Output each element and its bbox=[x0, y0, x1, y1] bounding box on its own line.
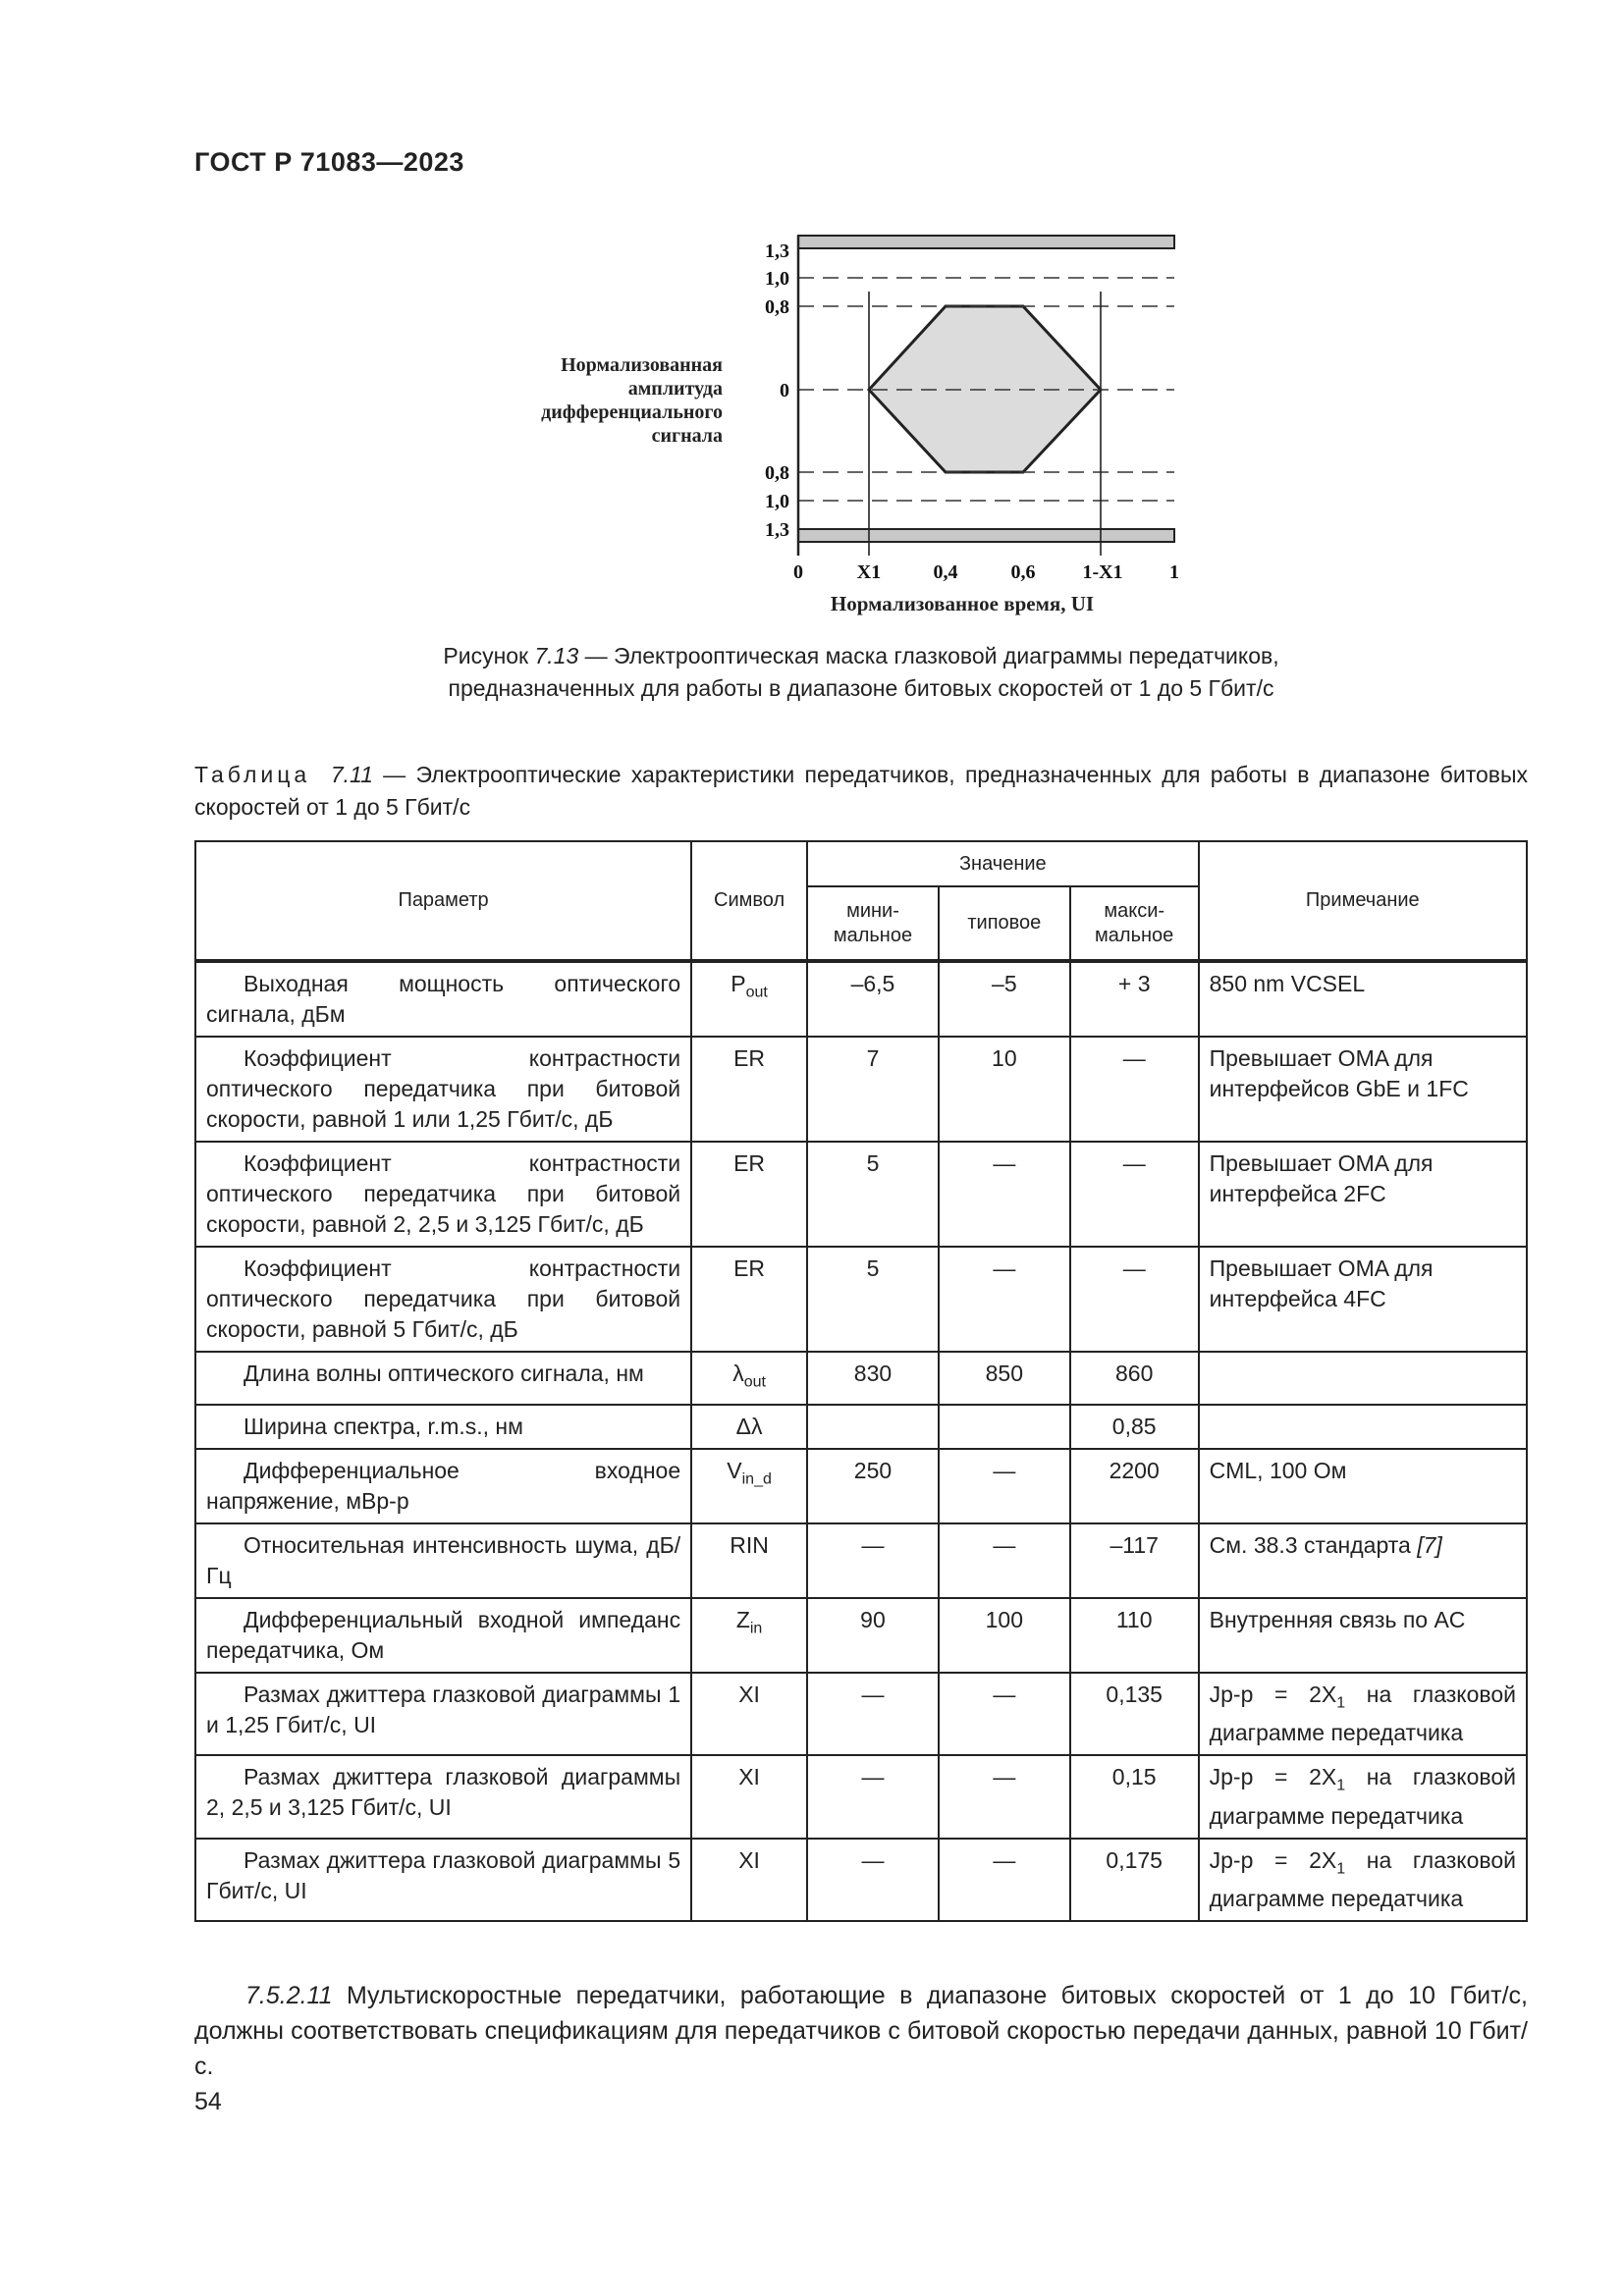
cell-max: –117 bbox=[1070, 1523, 1199, 1598]
header-max: макси-мальное bbox=[1070, 886, 1199, 961]
cell-min: 5 bbox=[807, 1142, 939, 1247]
y-tick-1-0-top: 1,0 bbox=[765, 268, 789, 290]
x-tick-1-minus-x1: 1-X1 bbox=[1082, 561, 1123, 583]
cell-note bbox=[1199, 1142, 1527, 1247]
cell-typ: — bbox=[939, 1755, 1070, 1839]
x-tick-0-4: 0,4 bbox=[933, 561, 958, 583]
cell-note bbox=[1199, 961, 1527, 1037]
symbol-subscript: in bbox=[749, 1620, 763, 1637]
cell-symbol bbox=[691, 1598, 807, 1673]
table-row bbox=[195, 1142, 1527, 1247]
cell-min bbox=[807, 1405, 939, 1449]
y-tick-zero: 0 bbox=[780, 380, 789, 401]
symbol-text: XI bbox=[738, 1764, 760, 1790]
cell-parameter: Дифференциальный входной импеданс передатчика, Ом bbox=[195, 1598, 691, 1673]
figure-caption-line1: — Электрооптическая маска глазковой диаграммы передатчиков, bbox=[578, 643, 1279, 668]
cell-symbol bbox=[691, 1405, 807, 1449]
cell-max: — bbox=[1070, 1037, 1199, 1142]
table-row bbox=[195, 1247, 1527, 1352]
table-row bbox=[195, 1352, 1527, 1405]
cell-symbol bbox=[691, 1755, 807, 1839]
x-tick-x1: X1 bbox=[856, 561, 882, 583]
table-caption bbox=[194, 759, 1528, 824]
cell-min: — bbox=[807, 1755, 939, 1839]
cell-note bbox=[1199, 1037, 1527, 1142]
cell-note bbox=[1199, 1247, 1527, 1352]
cell-parameter: Размах джиттера глазковой диаграммы 5 Гбит/с, UI bbox=[195, 1839, 691, 1922]
note-text: Превышает OMA для интерфейсов GbE и 1FC bbox=[1209, 1045, 1469, 1101]
note-reference: [7] bbox=[1417, 1531, 1442, 1558]
cell-max: 110 bbox=[1070, 1598, 1199, 1673]
paragraph-number: 7.5.2.11 bbox=[245, 1982, 333, 2009]
cell-symbol bbox=[691, 1839, 807, 1922]
table-row bbox=[195, 1037, 1527, 1142]
figure-caption-line2: предназначенных для работы в диапазоне битовых скоростей от 1 до 5 Гбит/с bbox=[448, 675, 1274, 701]
cell-typ: 850 bbox=[939, 1352, 1070, 1405]
symbol-subscript: out bbox=[743, 1373, 766, 1391]
cell-max: 0,175 bbox=[1070, 1839, 1199, 1922]
symbol-text: RIN bbox=[730, 1531, 769, 1558]
x-axis-title: Нормализованное время, UI bbox=[830, 592, 1095, 615]
symbol-text: XI bbox=[738, 1681, 760, 1707]
cell-symbol bbox=[691, 1449, 807, 1523]
cell-symbol bbox=[691, 1523, 807, 1598]
y-tick-0-8-top: 0,8 bbox=[765, 296, 789, 318]
cell-max: 0,15 bbox=[1070, 1755, 1199, 1839]
eye-mask-figure bbox=[0, 0, 1624, 648]
cell-min: 250 bbox=[807, 1449, 939, 1523]
cell-typ: — bbox=[939, 1449, 1070, 1523]
symbol-text: ER bbox=[733, 1255, 766, 1281]
cell-note bbox=[1199, 1598, 1527, 1673]
y-axis-title: Нормализованная амплитуда дифференциального сигнала bbox=[541, 354, 723, 447]
characteristics-table bbox=[194, 840, 1528, 1922]
figure-caption bbox=[196, 640, 1526, 705]
symbol-text: λ bbox=[732, 1361, 744, 1386]
note-tail: на глазковой диаграмме передатчика bbox=[1209, 1681, 1516, 1746]
figure-caption-number: 7.13 bbox=[534, 643, 579, 668]
figure-caption-prefix: Рисунок bbox=[443, 643, 535, 668]
y-tick-1-3-bottom: 1,3 bbox=[765, 519, 789, 541]
note-text: 850 nm VCSEL bbox=[1209, 971, 1366, 996]
cell-symbol bbox=[691, 1352, 807, 1405]
header-symbol: Символ bbox=[691, 841, 807, 961]
cell-symbol bbox=[691, 1673, 807, 1756]
cell-typ: 100 bbox=[939, 1598, 1070, 1673]
paragraph bbox=[194, 1978, 1528, 2084]
header-min: мини-мальное bbox=[807, 886, 939, 961]
note-text: CML, 100 Ом bbox=[1209, 1457, 1347, 1483]
symbol-subscript: in_d bbox=[741, 1470, 772, 1488]
lower-forbidden-band bbox=[798, 529, 1174, 542]
table-row bbox=[195, 1839, 1527, 1922]
table-row bbox=[195, 1755, 1527, 1839]
x-tick-0-6: 0,6 bbox=[1010, 561, 1036, 583]
upper-forbidden-band bbox=[798, 236, 1174, 248]
table-row bbox=[195, 1449, 1527, 1523]
cell-parameter: Длина волны оптического сигнала, нм bbox=[195, 1352, 691, 1405]
table-row bbox=[195, 1405, 1527, 1449]
symbol-text: P bbox=[731, 971, 746, 996]
cell-symbol bbox=[691, 1142, 807, 1247]
cell-typ bbox=[939, 1405, 1070, 1449]
cell-typ: — bbox=[939, 1142, 1070, 1247]
cell-note bbox=[1199, 1405, 1527, 1449]
cell-note bbox=[1199, 1673, 1527, 1756]
cell-note bbox=[1199, 1352, 1527, 1405]
cell-min: 90 bbox=[807, 1598, 939, 1673]
cell-max: — bbox=[1070, 1247, 1199, 1352]
note-subscript: 1 bbox=[1336, 1860, 1346, 1878]
cell-min: — bbox=[807, 1839, 939, 1922]
header-parameter: Параметр bbox=[195, 841, 691, 961]
cell-min: 7 bbox=[807, 1037, 939, 1142]
note-text: Jp-p = 2X bbox=[1209, 1681, 1337, 1707]
table-row bbox=[195, 1523, 1527, 1598]
cell-parameter: Ширина спектра, r.m.s., нм bbox=[195, 1405, 691, 1449]
symbol-text: V bbox=[727, 1457, 742, 1483]
cell-note bbox=[1199, 1523, 1527, 1598]
symbol-text: Z bbox=[735, 1606, 750, 1632]
note-text: Jp-p = 2X bbox=[1209, 1846, 1337, 1873]
cell-symbol bbox=[691, 1247, 807, 1352]
cell-parameter: Размах джиттера глазковой диаграммы 2, 2,5 и 3,125 Гбит/с, UI bbox=[195, 1755, 691, 1839]
symbol-text: ER bbox=[733, 1045, 766, 1071]
y-tick-0-8-bottom: 0,8 bbox=[765, 462, 789, 484]
symbol-subscript: out bbox=[745, 984, 768, 1001]
paragraph-text: Мультискоростные передатчики, работающие в диапазоне битовых скоростей от 1 до 10 Гбит/с, должны соответствовать спецификациям для передатчиков с битовой скоростью передачи данных, равной 10 Гбит/с. bbox=[194, 1982, 1528, 2080]
table-caption-number: 7.11 bbox=[330, 762, 373, 787]
header-note: Примечание bbox=[1199, 841, 1527, 961]
eye-mask-chart bbox=[0, 0, 1624, 648]
note-tail: на глазковой диаграмме передатчика bbox=[1209, 1846, 1516, 1912]
cell-parameter: Дифференциальное входное напряжение, мВр-р bbox=[195, 1449, 691, 1523]
cell-typ: — bbox=[939, 1247, 1070, 1352]
cell-max: 860 bbox=[1070, 1352, 1199, 1405]
cell-parameter: Размах джиттера глазковой диаграммы 1 и 1,25 Гбит/с, UI bbox=[195, 1673, 691, 1756]
note-text: Внутренняя связь по AC bbox=[1209, 1606, 1466, 1632]
symbol-text: Δλ bbox=[735, 1413, 763, 1439]
cell-min: — bbox=[807, 1523, 939, 1598]
note-text: См. 38.3 стандарта bbox=[1209, 1531, 1411, 1558]
cell-parameter: Коэффициент контрастности оптического передатчика при битовой скорости, равной 5 Гбит/с, дБ bbox=[195, 1247, 691, 1352]
cell-parameter: Выходная мощность оптического сигнала, дБм bbox=[195, 961, 691, 1037]
y-tick-1-3-top: 1,3 bbox=[765, 240, 789, 262]
table-caption-label: Таблица bbox=[194, 762, 311, 787]
cell-max: 0,85 bbox=[1070, 1405, 1199, 1449]
note-subscript: 1 bbox=[1336, 1694, 1346, 1712]
cell-parameter: Коэффициент контрастности оптического передатчика при битовой скорости, равной 2, 2,5 и 3,125 Гбит/с, дБ bbox=[195, 1142, 691, 1247]
x-tick-0: 0 bbox=[793, 561, 803, 583]
table-caption-text: — Электрооптические характеристики передатчиков, предназначенных для работы в диапазоне битовых скоростей от 1 до 5 Гбит/с bbox=[194, 762, 1529, 820]
cell-note bbox=[1199, 1449, 1527, 1523]
table-row bbox=[195, 1673, 1527, 1756]
table-body bbox=[195, 961, 1527, 1921]
cell-max: — bbox=[1070, 1142, 1199, 1247]
cell-min: –6,5 bbox=[807, 961, 939, 1037]
table-row bbox=[195, 961, 1527, 1037]
note-text: Превышает OMA для интерфейса 4FC bbox=[1209, 1255, 1434, 1311]
cell-typ: — bbox=[939, 1839, 1070, 1922]
cell-max: 2200 bbox=[1070, 1449, 1199, 1523]
note-subscript: 1 bbox=[1336, 1777, 1346, 1794]
table-row bbox=[195, 1598, 1527, 1673]
cell-typ: — bbox=[939, 1523, 1070, 1598]
document-header: ГОСТ Р 71083—2023 bbox=[194, 147, 464, 177]
note-text: Jp-p = 2X bbox=[1209, 1764, 1337, 1790]
cell-typ: 10 bbox=[939, 1037, 1070, 1142]
cell-symbol bbox=[691, 1037, 807, 1142]
cell-max: + 3 bbox=[1070, 961, 1199, 1037]
note-text: Превышает OMA для интерфейса 2FC bbox=[1209, 1150, 1434, 1206]
symbol-text: ER bbox=[733, 1150, 766, 1176]
header-typ: типовое bbox=[939, 886, 1070, 961]
x-tick-1: 1 bbox=[1169, 561, 1179, 583]
page-number: 54 bbox=[194, 2088, 222, 2115]
cell-min: 830 bbox=[807, 1352, 939, 1405]
note-tail: на глазковой диаграмме передатчика bbox=[1209, 1764, 1516, 1829]
cell-note bbox=[1199, 1839, 1527, 1922]
cell-max: 0,135 bbox=[1070, 1673, 1199, 1756]
header-value: Значение bbox=[807, 841, 1199, 886]
cell-parameter: Относительная интенсивность шума, дБ/Гц bbox=[195, 1523, 691, 1598]
symbol-text: XI bbox=[738, 1846, 760, 1873]
cell-min: — bbox=[807, 1673, 939, 1756]
cell-symbol bbox=[691, 961, 807, 1037]
cell-parameter: Коэффициент контрастности оптического передатчика при битовой скорости, равной 1 или 1,25 Гбит/с, дБ bbox=[195, 1037, 691, 1142]
cell-min: 5 bbox=[807, 1247, 939, 1352]
y-tick-1-0-bottom: 1,0 bbox=[765, 491, 789, 512]
cell-typ: –5 bbox=[939, 961, 1070, 1037]
cell-typ: — bbox=[939, 1673, 1070, 1756]
cell-note bbox=[1199, 1755, 1527, 1839]
